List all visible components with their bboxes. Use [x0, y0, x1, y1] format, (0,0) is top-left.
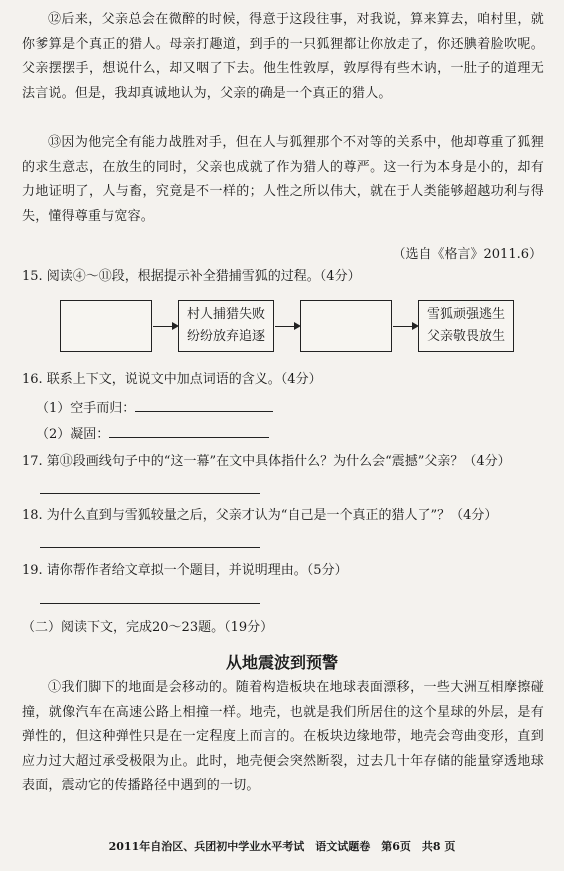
page-footer: 2011年自治区、兵团初中学业水平考试 语文试题卷 第6页 共8 页: [108, 840, 456, 853]
question-19: 19. 请你帮作者给文章拟一个题目，并说明理由。（5分）: [22, 563, 348, 578]
question-16-item-1-label: （1）空手而归：: [36, 401, 136, 416]
flow-arrow-1: [153, 326, 177, 327]
paragraph-12: ⑫后来，父亲总会在微醉的时候，得意于这段往事，对我说，算来算去，咱村里，就你爹算是个真正的猎人。母亲打趣道，到手的一只狐狸都让你放走了，你还腆着脸吹呢。父亲摆摆手，想说什么，却又咽了下去。他生性敦厚，敦厚得有些木讷，一肚子的道理无法言说。但是，我却真诚地认为，父亲的确是一个真正的猎人。: [22, 12, 544, 101]
question-15: 15. 阅读④～⑪段，根据提示补全猎捕雪狐的过程。（4分）: [22, 269, 361, 284]
question-16-item-2-label: （2）凝固：: [36, 427, 110, 442]
answer-line-19: [40, 603, 260, 604]
flow-arrow-2: [275, 326, 299, 327]
question-16-item-1: [36, 397, 273, 419]
flow-box-2-line-2: 纷纷放弃追逐: [186, 329, 265, 344]
flow-box-blank-1: [60, 300, 152, 352]
question-17: 17. 第⑪段画线句子中的“这一幕”在文中具体指什么？为什么会“震撼”父亲？（4分）: [22, 454, 511, 469]
source-citation: （选自《格言》2011.6）: [392, 247, 542, 262]
question-16-item-2: [36, 423, 269, 445]
question-16: 16. 联系上下文，说说文中加点词语的含义。（4分）: [22, 372, 322, 387]
flow-arrow-3: [393, 326, 417, 327]
section-2-heading: （二）阅读下文，完成20～23题。（19分）: [22, 620, 274, 635]
flow-box-blank-2: [300, 300, 392, 352]
answer-line-18: [40, 547, 260, 548]
answer-line-16-2: [109, 423, 269, 438]
answer-line-16-1: [135, 397, 273, 412]
article-paragraph-1: ①我们脚下的地面是会移动的。随着构造板块在地球表面漂移，一些大洲互相摩擦碰撞，就像汽车在高速公路上相撞一样。地壳，也就是我们所居住的这个星球的外层，是有弹性的，但这种弹性只是在一定程度上而言的。在板块边缘地带，地壳会弯曲变形，直到应力过大超过承受极限为止。此时，地壳便会突然断裂，过去几十年存储的能量穿透地球表面，震动它的传播路径中遇到的一切。: [22, 680, 544, 794]
paragraph-13: ⑬因为他完全有能力战胜对手，但在人与狐狸那个不对等的关系中，他却尊重了狐狸的求生意志，在放生的同时，父亲也成就了作为猎人的尊严。这一行为本身是小的，却有力地证明了，人与畜，究竟是不一样的；人性之所以伟大，就在于人类能够超越功利与得失，懂得尊重与宽容。: [22, 135, 544, 224]
article-title: 从地震波到预警: [225, 653, 338, 672]
flow-box-4-line-2: 父亲敬畏放生: [426, 329, 505, 344]
flow-box-hunters-fail: [178, 300, 274, 352]
flow-box-2-line-1: 村人捕猎失败: [186, 307, 265, 322]
flow-box-fox-escapes: [418, 300, 514, 352]
answer-line-17: [40, 493, 260, 494]
question-18: 18. 为什么直到与雪狐较量之后，父亲才认为“自己是一个真正的猎人了”？（4分）: [22, 508, 498, 523]
flow-box-4-line-1: 雪狐顽强逃生: [426, 307, 505, 322]
